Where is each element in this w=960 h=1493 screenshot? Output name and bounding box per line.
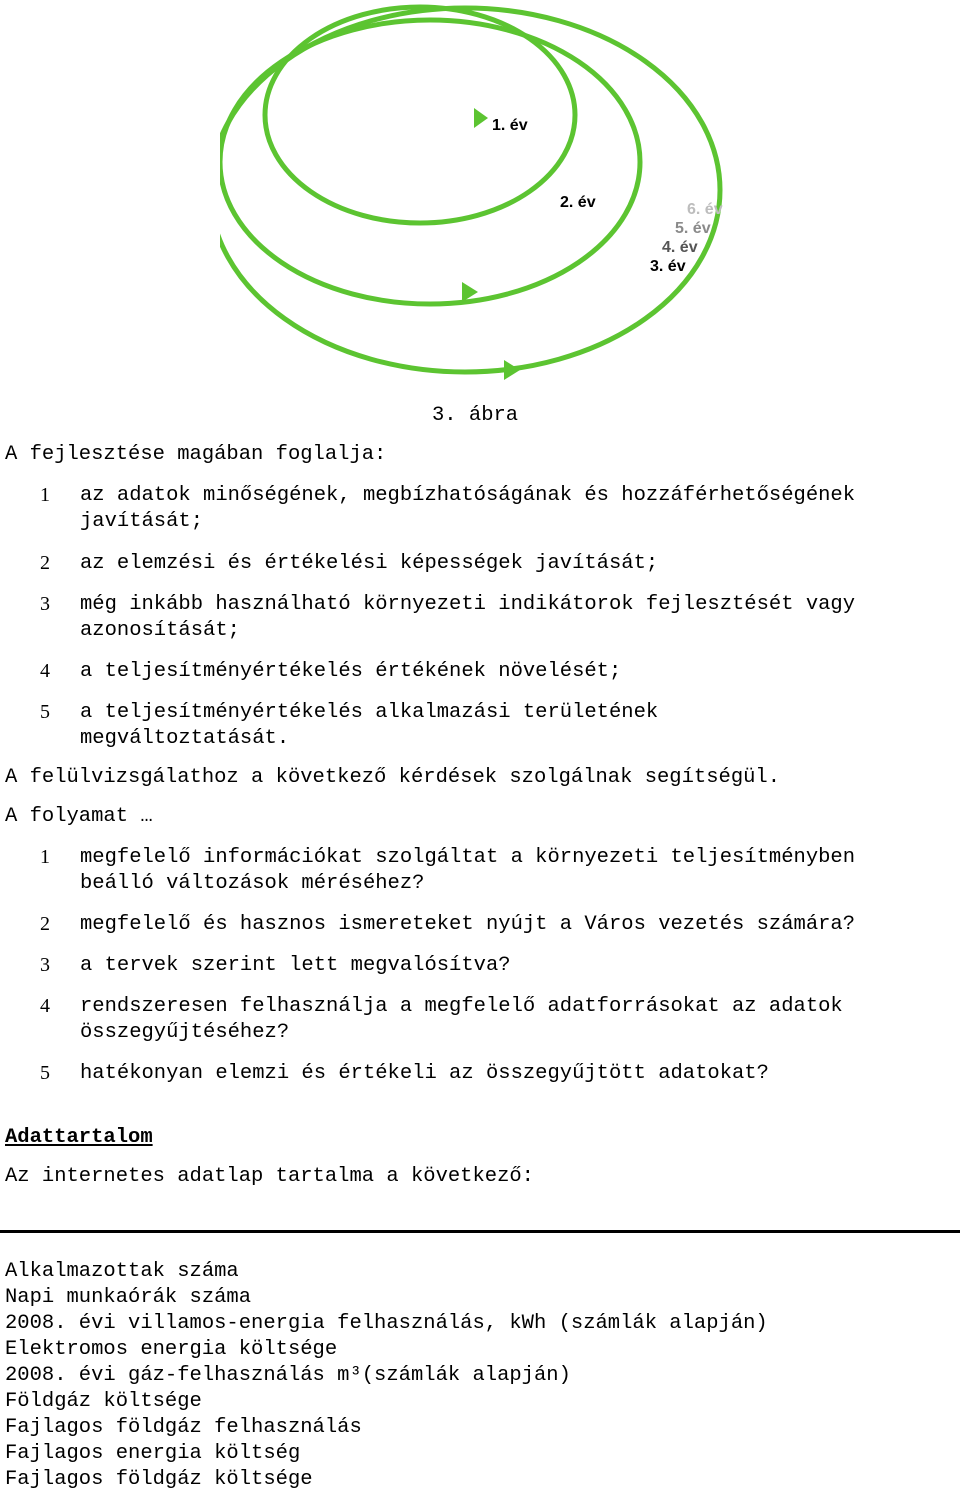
year-label-3: 3. év: [650, 258, 686, 275]
arrow-icon: [474, 108, 488, 128]
list-item-cont: javítását;: [80, 510, 204, 533]
section-heading: Adattartalom: [5, 1126, 153, 1149]
list-item-number: 4: [40, 660, 50, 682]
list-item: megfelelő és hasznos ismereteket nyújt a Város vezetés számára?: [80, 913, 856, 936]
field-item: Elektromos energia költsége: [5, 1338, 338, 1361]
list-item-cont: megváltoztatását.: [80, 727, 290, 750]
list-item: a teljesítményértékelés alkalmazási területének: [80, 701, 659, 724]
cycle-diagram: [220, 0, 740, 390]
list-item-number: 1: [40, 484, 50, 506]
arrow-icon: [504, 360, 520, 380]
field-item: Alkalmazottak száma: [5, 1260, 239, 1283]
field-item: 2008. évi gáz-felhasználás m³(számlák alapján): [5, 1364, 571, 1387]
list-item-number: 3: [40, 593, 50, 615]
list-item: a teljesítményértékelés értékének növelését;: [80, 660, 622, 683]
list-item-cont: beálló változások méréséhez?: [80, 872, 425, 895]
list-item-number: 5: [40, 701, 50, 723]
field-item: Földgáz költsége: [5, 1390, 202, 1413]
list-item-number: 1: [40, 846, 50, 868]
list-item-number: 5: [40, 1062, 50, 1084]
list-item-number: 3: [40, 954, 50, 976]
process-text: A folyamat …: [5, 805, 153, 828]
content-intro: Az internetes adatlap tartalma a következő:: [5, 1165, 534, 1188]
field-item: 2008. évi villamos-energia felhasználás, kWh (számlák alapján): [5, 1312, 768, 1335]
field-list: [5, 1259, 768, 1493]
list-item: az adatok minőségének, megbízhatóságának és hozzáférhetőségének: [80, 484, 856, 507]
year-label-6: 6. év: [687, 201, 723, 218]
field-item: Fajlagos energia költség: [5, 1442, 301, 1465]
list-item-cont: azonosítását;: [80, 619, 240, 642]
list-item: még inkább használható környezeti indikátorok fejlesztését vagy: [80, 593, 856, 616]
list-item: az elemzési és értékelési képességek javítását;: [80, 552, 659, 575]
divider: [0, 1230, 960, 1233]
list-item-number: 2: [40, 913, 50, 935]
ellipse-year-3: [220, 8, 720, 372]
field-item: Fajlagos földgáz költsége: [5, 1468, 313, 1491]
list-item: a tervek szerint lett megvalósítva?: [80, 954, 511, 977]
figure-caption: 3. ábra: [432, 404, 519, 427]
field-item: Napi munkaórák száma: [5, 1286, 252, 1309]
field-item: Fajlagos földgáz felhasználás: [5, 1416, 362, 1439]
list-item-number: 4: [40, 995, 50, 1017]
list-item: megfelelő információkat szolgáltat a környezeti teljesítményben: [80, 846, 856, 869]
list-item-number: 2: [40, 552, 50, 574]
list-item: hatékonyan elemzi és értékeli az összegyűjtött adatokat?: [80, 1062, 769, 1085]
ellipse-year-1: [265, 7, 575, 223]
intro-text: A fejlesztése magában foglalja:: [5, 443, 387, 466]
list-item-cont: összegyűjtéséhez?: [80, 1021, 290, 1044]
list-item: rendszeresen felhasználja a megfelelő adatforrásokat az adatok: [80, 995, 843, 1018]
review-text: A felülvizsgálathoz a következő kérdések szolgálnak segítségül.: [5, 766, 781, 789]
year-label-4: 4. év: [662, 239, 698, 256]
year-label-1: 1. év: [492, 117, 528, 134]
year-label-5: 5. év: [675, 220, 711, 237]
year-label-2: 2. év: [560, 194, 596, 211]
